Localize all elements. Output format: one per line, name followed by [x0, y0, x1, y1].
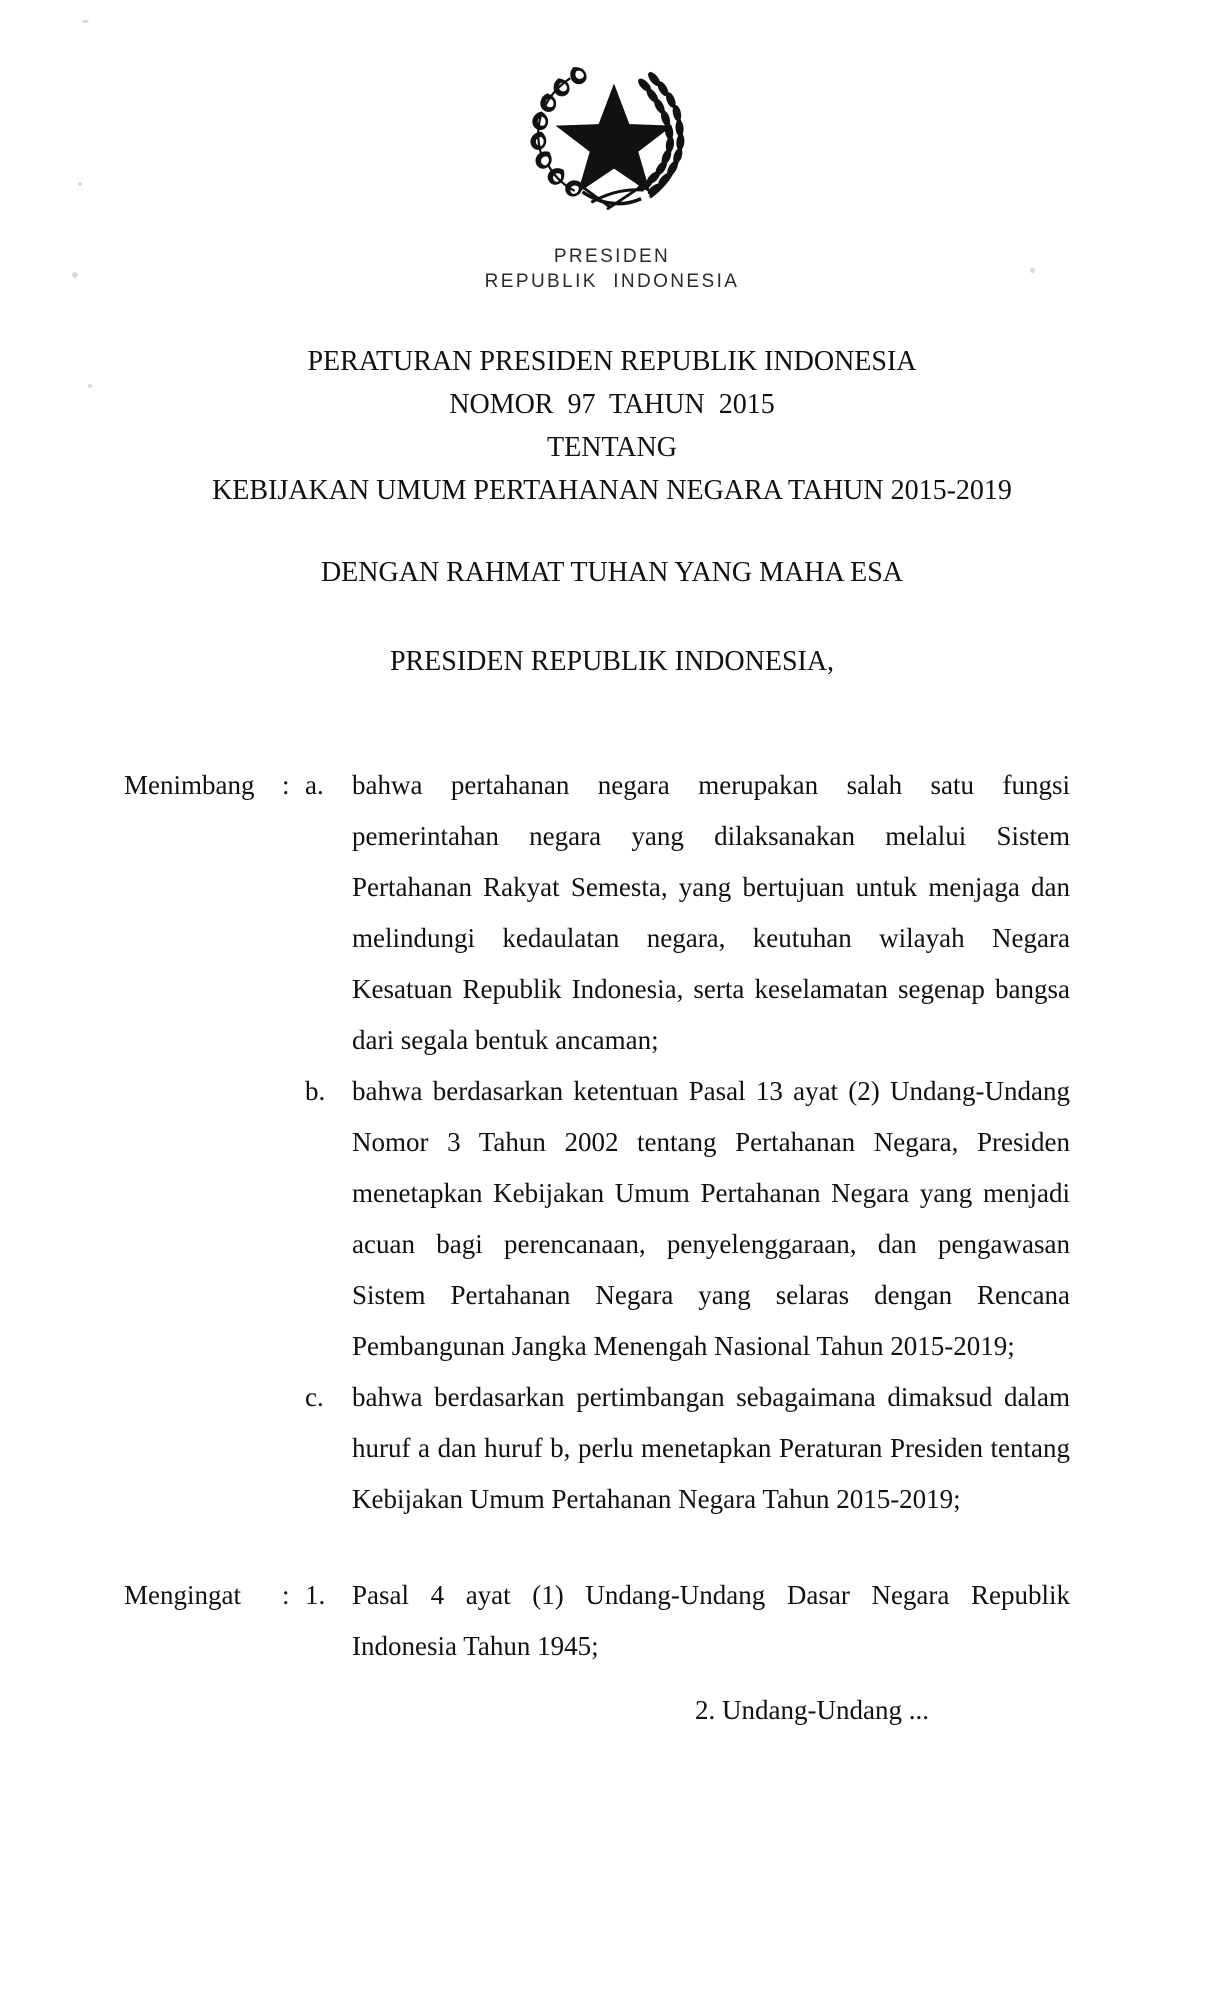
menimbang-marker-c: c.: [305, 1382, 324, 1412]
page-continuation: [0, 1690, 1224, 1730]
document-title-block: [0, 340, 1224, 512]
title-line-tentang: TENTANG: [547, 432, 677, 463]
mengingat-label: Mengingat: [124, 1580, 241, 1610]
indonesian-presidential-seal-icon: [526, 52, 702, 218]
mengingat-section: [0, 1570, 1224, 1672]
menimbang-marker-b: b.: [305, 1076, 326, 1106]
mengingat-text-1: Pasal 4 ayat (1) Undang-Undang Dasar Negara Republik Indonesia Tahun 1945;: [352, 1580, 1070, 1661]
menimbang-text-a: bahwa pertahanan negara merupakan salah satu fungsi pemerintahan negara yang dilaksanakan melalui Sistem Pertahanan Rakyat Semesta, yang bertujuan untuk menjaga dan melindungi kedaulatan negara, keutuhan wilayah Negara Kesatuan Republik Indonesia, serta keselamatan segenap bangsa dari segala bentuk ancaman;: [352, 770, 1070, 1055]
menimbang-item-a: [0, 760, 1224, 1066]
mengingat-colon: :: [282, 1580, 290, 1610]
scan-speckle: [78, 182, 82, 186]
menimbang-marker-a: a.: [305, 770, 324, 800]
signatory-line: PRESIDEN REPUBLIK INDONESIA,: [389, 646, 835, 677]
header-line-presiden: PRESIDEN: [553, 246, 671, 267]
title-line-peraturan: PERATURAN PRESIDEN REPUBLIK INDONESIA: [307, 346, 917, 377]
menimbang-section: [0, 760, 1224, 1525]
menimbang-text-c: bahwa berdasarkan pertimbangan sebagaimana dimaksud dalam huruf a dan huruf b, perlu menetapkan Peraturan Presiden tentang Kebijakan Umum Pertahanan Negara Tahun 2015-2019;: [352, 1382, 1070, 1514]
invocation-line: DENGAN RAHMAT TUHAN YANG MAHA ESA: [320, 557, 904, 588]
scan-speckle: [82, 20, 89, 23]
mengingat-item-1: [0, 1570, 1224, 1672]
menimbang-colon: :: [282, 770, 290, 800]
invocation-block: [0, 552, 1224, 683]
menimbang-item-b: [0, 1066, 1224, 1372]
document-header: [0, 244, 1224, 294]
menimbang-label: Menimbang: [124, 770, 255, 800]
mengingat-marker-1: 1.: [305, 1580, 326, 1610]
menimbang-item-c: [0, 1372, 1224, 1525]
menimbang-text-b: bahwa berdasarkan ketentuan Pasal 13 ayat (2) Undang-Undang Nomor 3 Tahun 2002 tentang Pertahanan Negara, Presiden menetapkan Kebijakan Umum Pertahanan Negara yang menjadi acuan bagi perencanaan, penyelenggaraan, dan pengawasan Sistem Pertahanan Negara yang selaras dengan Rencana Pembangunan Jangka Menengah Nasional Tahun 2015-2019;: [352, 1076, 1070, 1361]
title-line-nomor: NOMOR 97 TAHUN 2015: [449, 389, 775, 420]
title-line-subject: KEBIJAKAN UMUM PERTAHANAN NEGARA TAHUN 2015-2019: [212, 475, 1012, 506]
header-line-republik-indonesia: REPUBLIK INDONESIA: [484, 271, 740, 292]
continuation-text: 2. Undang-Undang ...: [695, 1695, 929, 1725]
